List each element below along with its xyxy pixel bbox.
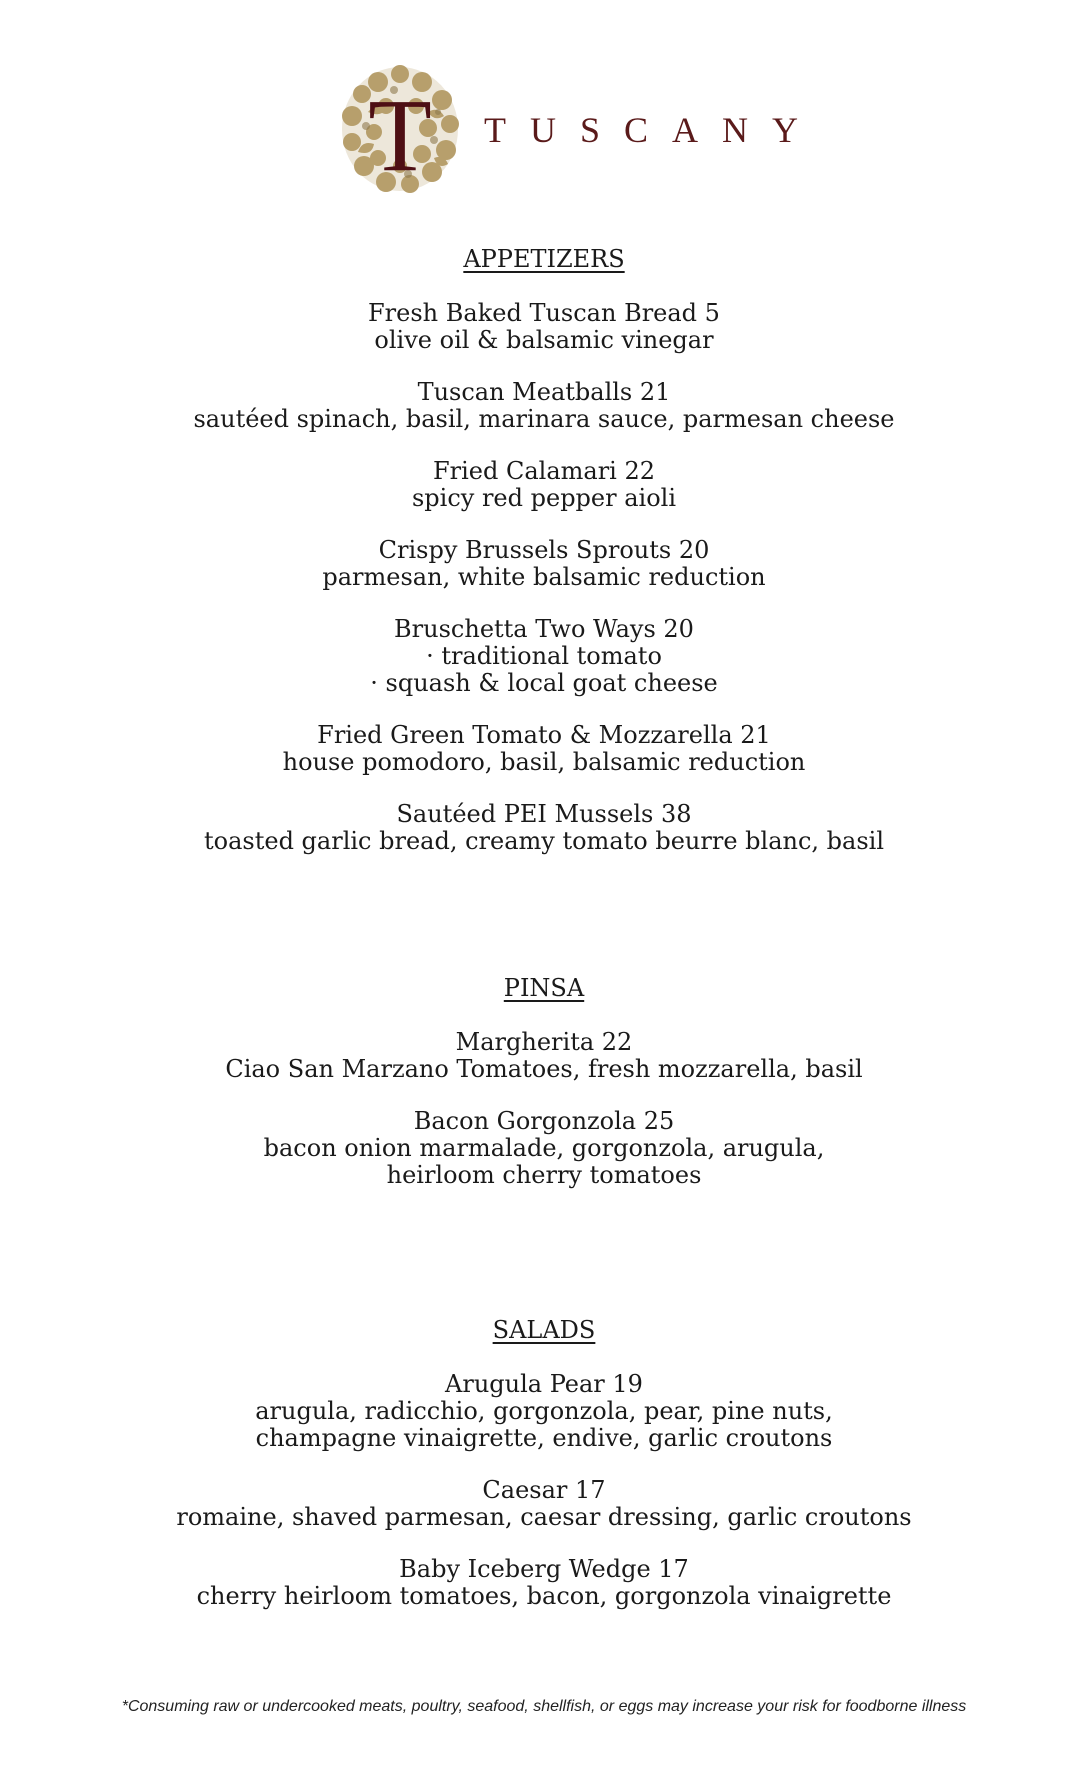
item-option: · traditional tomato bbox=[426, 642, 662, 670]
section-salads bbox=[0, 1317, 1088, 1610]
section-spacer bbox=[0, 1189, 1088, 1317]
section-pinsa bbox=[0, 975, 1088, 1189]
item-description: toasted garlic bread, creamy tomato beurre blanc, basil bbox=[204, 827, 884, 855]
section-heading: SALADS bbox=[492, 1316, 596, 1344]
item-title: Sautéed PEI Mussels 38 bbox=[396, 800, 692, 828]
item-title: Tuscan Meatballs 21 bbox=[417, 378, 671, 406]
item-description: heirloom cherry tomatoes bbox=[386, 1161, 702, 1189]
item-title: Baby Iceberg Wedge 17 bbox=[399, 1555, 689, 1583]
menu-item bbox=[0, 1477, 1088, 1531]
item-description: Ciao San Marzano Tomatoes, fresh mozzarella, basil bbox=[225, 1055, 863, 1083]
tuscany-logo bbox=[338, 62, 822, 196]
item-description: parmesan, white balsamic reduction bbox=[322, 563, 766, 591]
menu-item bbox=[0, 801, 1088, 855]
menu-item bbox=[0, 537, 1088, 591]
menu-item bbox=[0, 1556, 1088, 1610]
menu-item-list bbox=[0, 300, 1088, 855]
section-spacer bbox=[0, 855, 1088, 975]
item-title: Crispy Brussels Sprouts 20 bbox=[378, 536, 710, 564]
item-title: Caesar 17 bbox=[482, 1476, 606, 1504]
item-description: bacon onion marmalade, gorgonzola, arugula, bbox=[263, 1134, 825, 1162]
food-safety-disclaimer: *Consuming raw or undercooked meats, poultry, seafood, shellfish, or eggs may increase your risk for foodborne illness bbox=[121, 1698, 967, 1715]
menu-body bbox=[0, 246, 1088, 1610]
item-title: Arugula Pear 19 bbox=[445, 1370, 643, 1398]
section-appetizers bbox=[0, 246, 1088, 855]
item-title: Bruschetta Two Ways 20 bbox=[394, 615, 694, 643]
item-description: romaine, shaved parmesan, caesar dressing, garlic croutons bbox=[176, 1503, 912, 1531]
menu-item bbox=[0, 458, 1088, 512]
menu-item bbox=[0, 1029, 1088, 1083]
item-title: Fried Green Tomato & Mozzarella 21 bbox=[317, 721, 771, 749]
item-description: champagne vinaigrette, endive, garlic croutons bbox=[255, 1424, 833, 1452]
item-description: spicy red pepper aioli bbox=[411, 484, 677, 512]
section-heading: PINSA bbox=[503, 974, 585, 1002]
item-description: sautéed spinach, basil, marinara sauce, parmesan cheese bbox=[193, 405, 895, 433]
item-option: · squash & local goat cheese bbox=[370, 669, 718, 697]
tuscany-seal-icon bbox=[338, 62, 462, 196]
menu-item bbox=[0, 722, 1088, 776]
item-title: Margherita 22 bbox=[455, 1028, 633, 1056]
logo-letter: T bbox=[368, 78, 432, 193]
item-description: cherry heirloom tomatoes, bacon, gorgonzola vinaigrette bbox=[196, 1582, 892, 1610]
menu-item bbox=[0, 616, 1088, 697]
menu-item bbox=[0, 1108, 1088, 1189]
item-title: Fried Calamari 22 bbox=[432, 457, 656, 485]
menu-item-list bbox=[0, 1371, 1088, 1610]
section-heading: APPETIZERS bbox=[463, 245, 625, 273]
item-description: olive oil & balsamic vinegar bbox=[374, 326, 714, 354]
item-description: house pomodoro, basil, balsamic reduction bbox=[282, 748, 806, 776]
brand-name: TUSCANY bbox=[484, 110, 823, 150]
item-title: Fresh Baked Tuscan Bread 5 bbox=[368, 299, 720, 327]
item-title: Bacon Gorgonzola 25 bbox=[413, 1107, 675, 1135]
menu-item-list bbox=[0, 1029, 1088, 1189]
menu-item bbox=[0, 300, 1088, 354]
menu-item bbox=[0, 379, 1088, 433]
menu-item bbox=[0, 1371, 1088, 1452]
item-description: arugula, radicchio, gorgonzola, pear, pine nuts, bbox=[255, 1397, 833, 1425]
